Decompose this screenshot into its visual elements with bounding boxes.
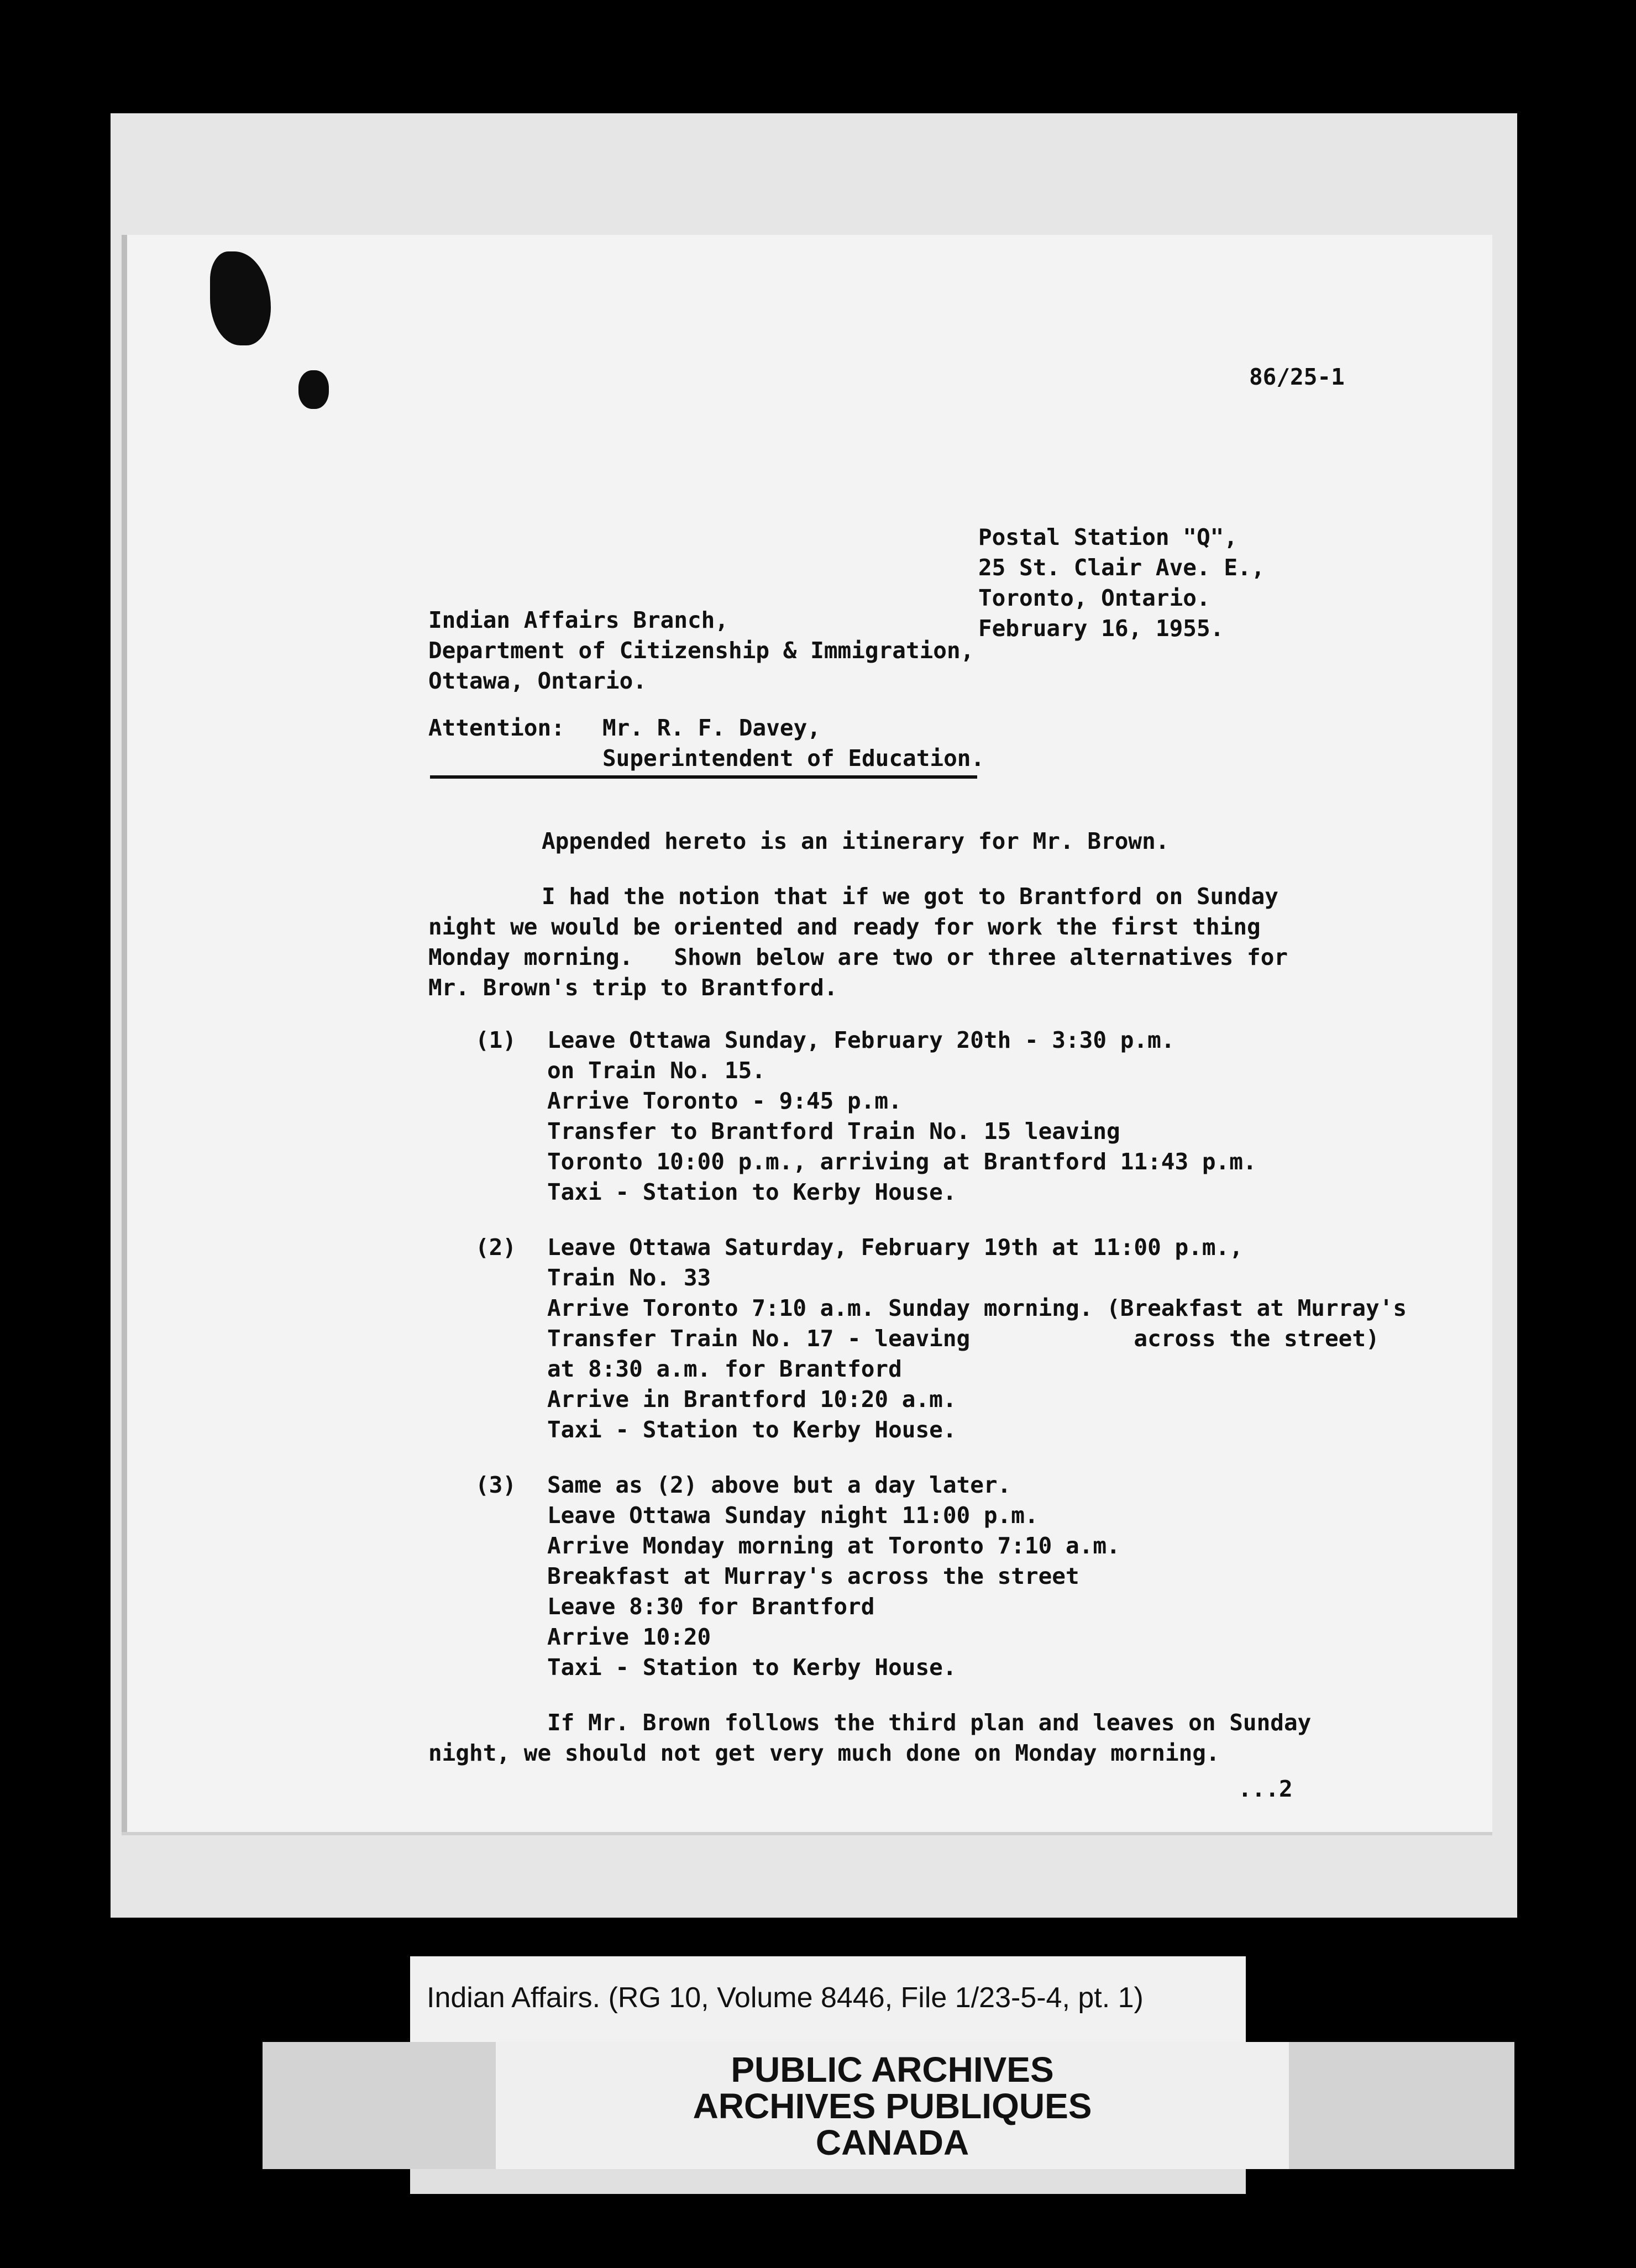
corner-stain [210,251,271,345]
option-line: Train No. 33 [547,1264,711,1291]
option-number: (2) [475,1234,517,1261]
option-line: Arrive Toronto - 9:45 p.m. [547,1088,902,1114]
recipient-line: Indian Affairs Branch, [428,607,729,633]
option-line: Arrive Monday morning at Toronto 7:10 a.m. [547,1532,1120,1559]
letter-page [122,235,1492,1832]
option-line: Arrive in Brantford 10:20 a.m. [547,1386,957,1413]
file-number: 86/25-1 [1249,364,1345,390]
continuation-marker: ...2 [1238,1776,1293,1802]
option-line: Leave 8:30 for Brantford [547,1593,875,1620]
archive-stamp [496,2042,1289,2169]
option-line: Arrive 10:20 [547,1624,711,1650]
paragraph-line: I had the notion that if we got to Brantford on Sunday [542,883,1278,910]
attention-title: Superintendent of Education. [602,745,985,771]
option-line: Arrive Toronto 7:10 a.m. Sunday morning. (Breakfast at Murray's [547,1295,1407,1321]
option-line: Breakfast at Murray's across the street [547,1563,1079,1589]
paragraph-line: night, we should not get very much done on Monday morning. [428,1740,1220,1766]
option-number: (1) [475,1027,517,1053]
option-line: Taxi - Station to Kerby House. [547,1654,957,1681]
sender-address-line: 25 St. Clair Ave. E., [978,554,1265,581]
attention-label: Attention: [428,715,565,741]
paragraph-line: If Mr. Brown follows the third plan and leaves on Sunday [547,1709,1312,1736]
archive-label-bottom [410,2169,1246,2194]
option-line: Same as (2) above but a day later. [547,1472,1011,1498]
option-line: Taxi - Station to Kerby House. [547,1179,957,1205]
option-line: Transfer Train No. 17 - leaving across the street) [547,1325,1380,1352]
archive-reference: Indian Affairs. (RG 10, Volume 8446, File 1/23-5-4, pt. 1) [427,1982,1144,2014]
archive-line-english: PUBLIC ARCHIVES [731,2050,1054,2090]
option-line: Transfer to Brantford Train No. 15 leaving [547,1118,1120,1144]
archive-line-country: CANADA [815,2123,969,2162]
option-line: Toronto 10:00 p.m., arriving at Brantford 11:43 p.m. [547,1148,1257,1175]
option-number: (3) [475,1472,517,1498]
option-line: at 8:30 a.m. for Brantford [547,1356,902,1382]
option-line: Leave Ottawa Sunday, February 20th - 3:30 p.m. [547,1027,1175,1053]
letter-date: February 16, 1955. [978,615,1224,642]
recipient-line: Department of Citizenship & Immigration, [428,637,974,664]
intro-paragraph: Appended hereto is an itinerary for Mr. Brown. [542,828,1170,854]
attention-underline [430,775,977,779]
sender-address-line: Toronto, Ontario. [978,585,1210,611]
archive-stamp-strip [263,2042,1514,2169]
punch-hole-mark [298,370,329,409]
attention-name: Mr. R. F. Davey, [602,715,821,741]
archive-reference-label [410,1956,1246,2045]
sender-address-line: Postal Station "Q", [978,524,1238,550]
paragraph-line: night we would be oriented and ready for work the first thing [428,914,1261,940]
option-line: Leave Ottawa Saturday, February 19th at 11:00 p.m., [547,1234,1243,1261]
paragraph-line: Mr. Brown's trip to Brantford. [428,974,838,1001]
paragraph-line: Monday morning. Shown below are two or three alternatives for [428,944,1288,970]
archive-line-french: ARCHIVES PUBLIQUES [693,2086,1092,2126]
option-line: on Train No. 15. [547,1057,765,1084]
option-line: Taxi - Station to Kerby House. [547,1416,957,1443]
recipient-line: Ottawa, Ontario. [428,668,647,694]
option-line: Leave Ottawa Sunday night 11:00 p.m. [547,1502,1039,1529]
